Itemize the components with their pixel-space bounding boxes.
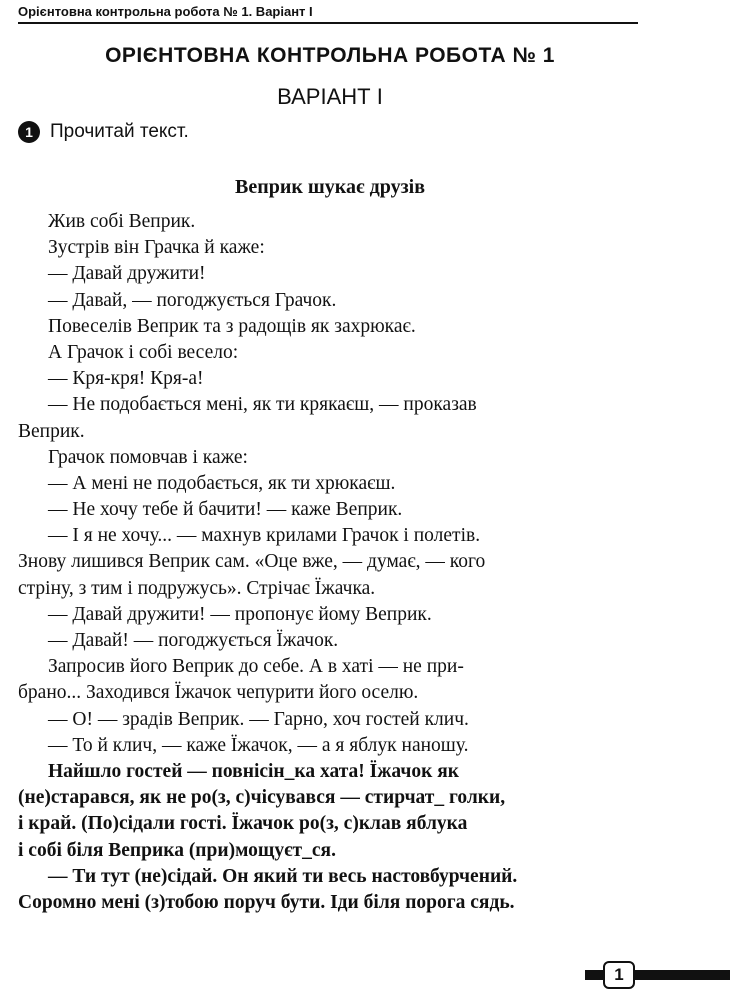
story-line: Зустрів він Грачка й каже: (48, 237, 265, 259)
page-title: ОРІЄНТОВНА КОНТРОЛЬНА РОБОТА № 1 (105, 44, 555, 67)
story-line: А Грачок і собі весело: (48, 341, 239, 363)
story-line-exercise: Найшло гостей — повнісін_ка хата! Їжачок як (48, 760, 459, 782)
story-line: стріну, з тим і подружусь». Стрічає Їжачка. (18, 577, 376, 599)
story-line-exercise: і край. (По)сідали гості. Їжачок ро(з, с)клав яблука (18, 813, 468, 835)
story-line: — Не подобається мені, як ти крякаєш, — проказав (48, 394, 477, 416)
story-line: Жив собі Веприк. (48, 211, 196, 232)
story-line: Знову лишився Веприк сам. «Оце вже, — думає, — кого (18, 551, 486, 573)
story-line-exercise: і собі біля Веприка (при)мощуєт_ся. (18, 839, 336, 861)
story-line-exercise: — Ти тут (не)сідай. Он який ти весь настовбурчений. (48, 865, 518, 887)
task-text: Прочитай текст. (50, 121, 189, 142)
story-line: — А мені не подобається, як ти хрюкаєш. (48, 472, 396, 494)
story-line-exercise: Соромно мені (з)тобою поруч бути. Іди біля порога сядь. (18, 891, 515, 913)
story-line: Веприк. (18, 420, 85, 442)
story-title: Веприк шукає друзів (234, 176, 426, 198)
story-line: — Не хочу тебе й бачити! — каже Веприк. (48, 499, 403, 521)
story-line: — О! — зрадів Веприк. — Гарно, хоч гостей клич. (48, 708, 469, 730)
story-line: Повеселів Веприк та з радощів як захрюкає. (48, 315, 416, 337)
story-line: Запросив його Веприк до себе. А в хаті — не при- (48, 656, 464, 678)
story-text (18, 209, 640, 916)
task-number-badge: 1 (18, 121, 40, 143)
story-line: — Кря-кря! Кря-а! (48, 368, 204, 390)
story-line: Грачок помовчав і каже: (48, 446, 248, 468)
story-line-exercise: (не)старався, як не ро(з, с)чісувався — стирчат_ голки, (18, 787, 506, 809)
variant-label: ВАРІАНТ І (277, 84, 383, 109)
page-number: 1 (603, 961, 635, 989)
story-line: — Давай, — погоджується Грачок. (48, 289, 337, 311)
story-line: — То й клич, — каже Їжачок, — а я яблук наношу. (48, 734, 469, 756)
story-line: — Давай дружити! — пропонує йому Веприк. (48, 603, 432, 625)
task-instruction (18, 121, 189, 143)
running-header: Орієнтовна контрольна робота № 1. Варіант І (18, 2, 638, 24)
story-line: — Давай! — погоджується Їжачок. (48, 630, 339, 651)
story-line: — Давай дружити! (48, 263, 206, 285)
story-line: брано... Заходився Їжачок чепурити його оселю. (18, 682, 419, 704)
story-line: — І я не хочу... — махнув крилами Грачок і полетів. (48, 525, 481, 547)
